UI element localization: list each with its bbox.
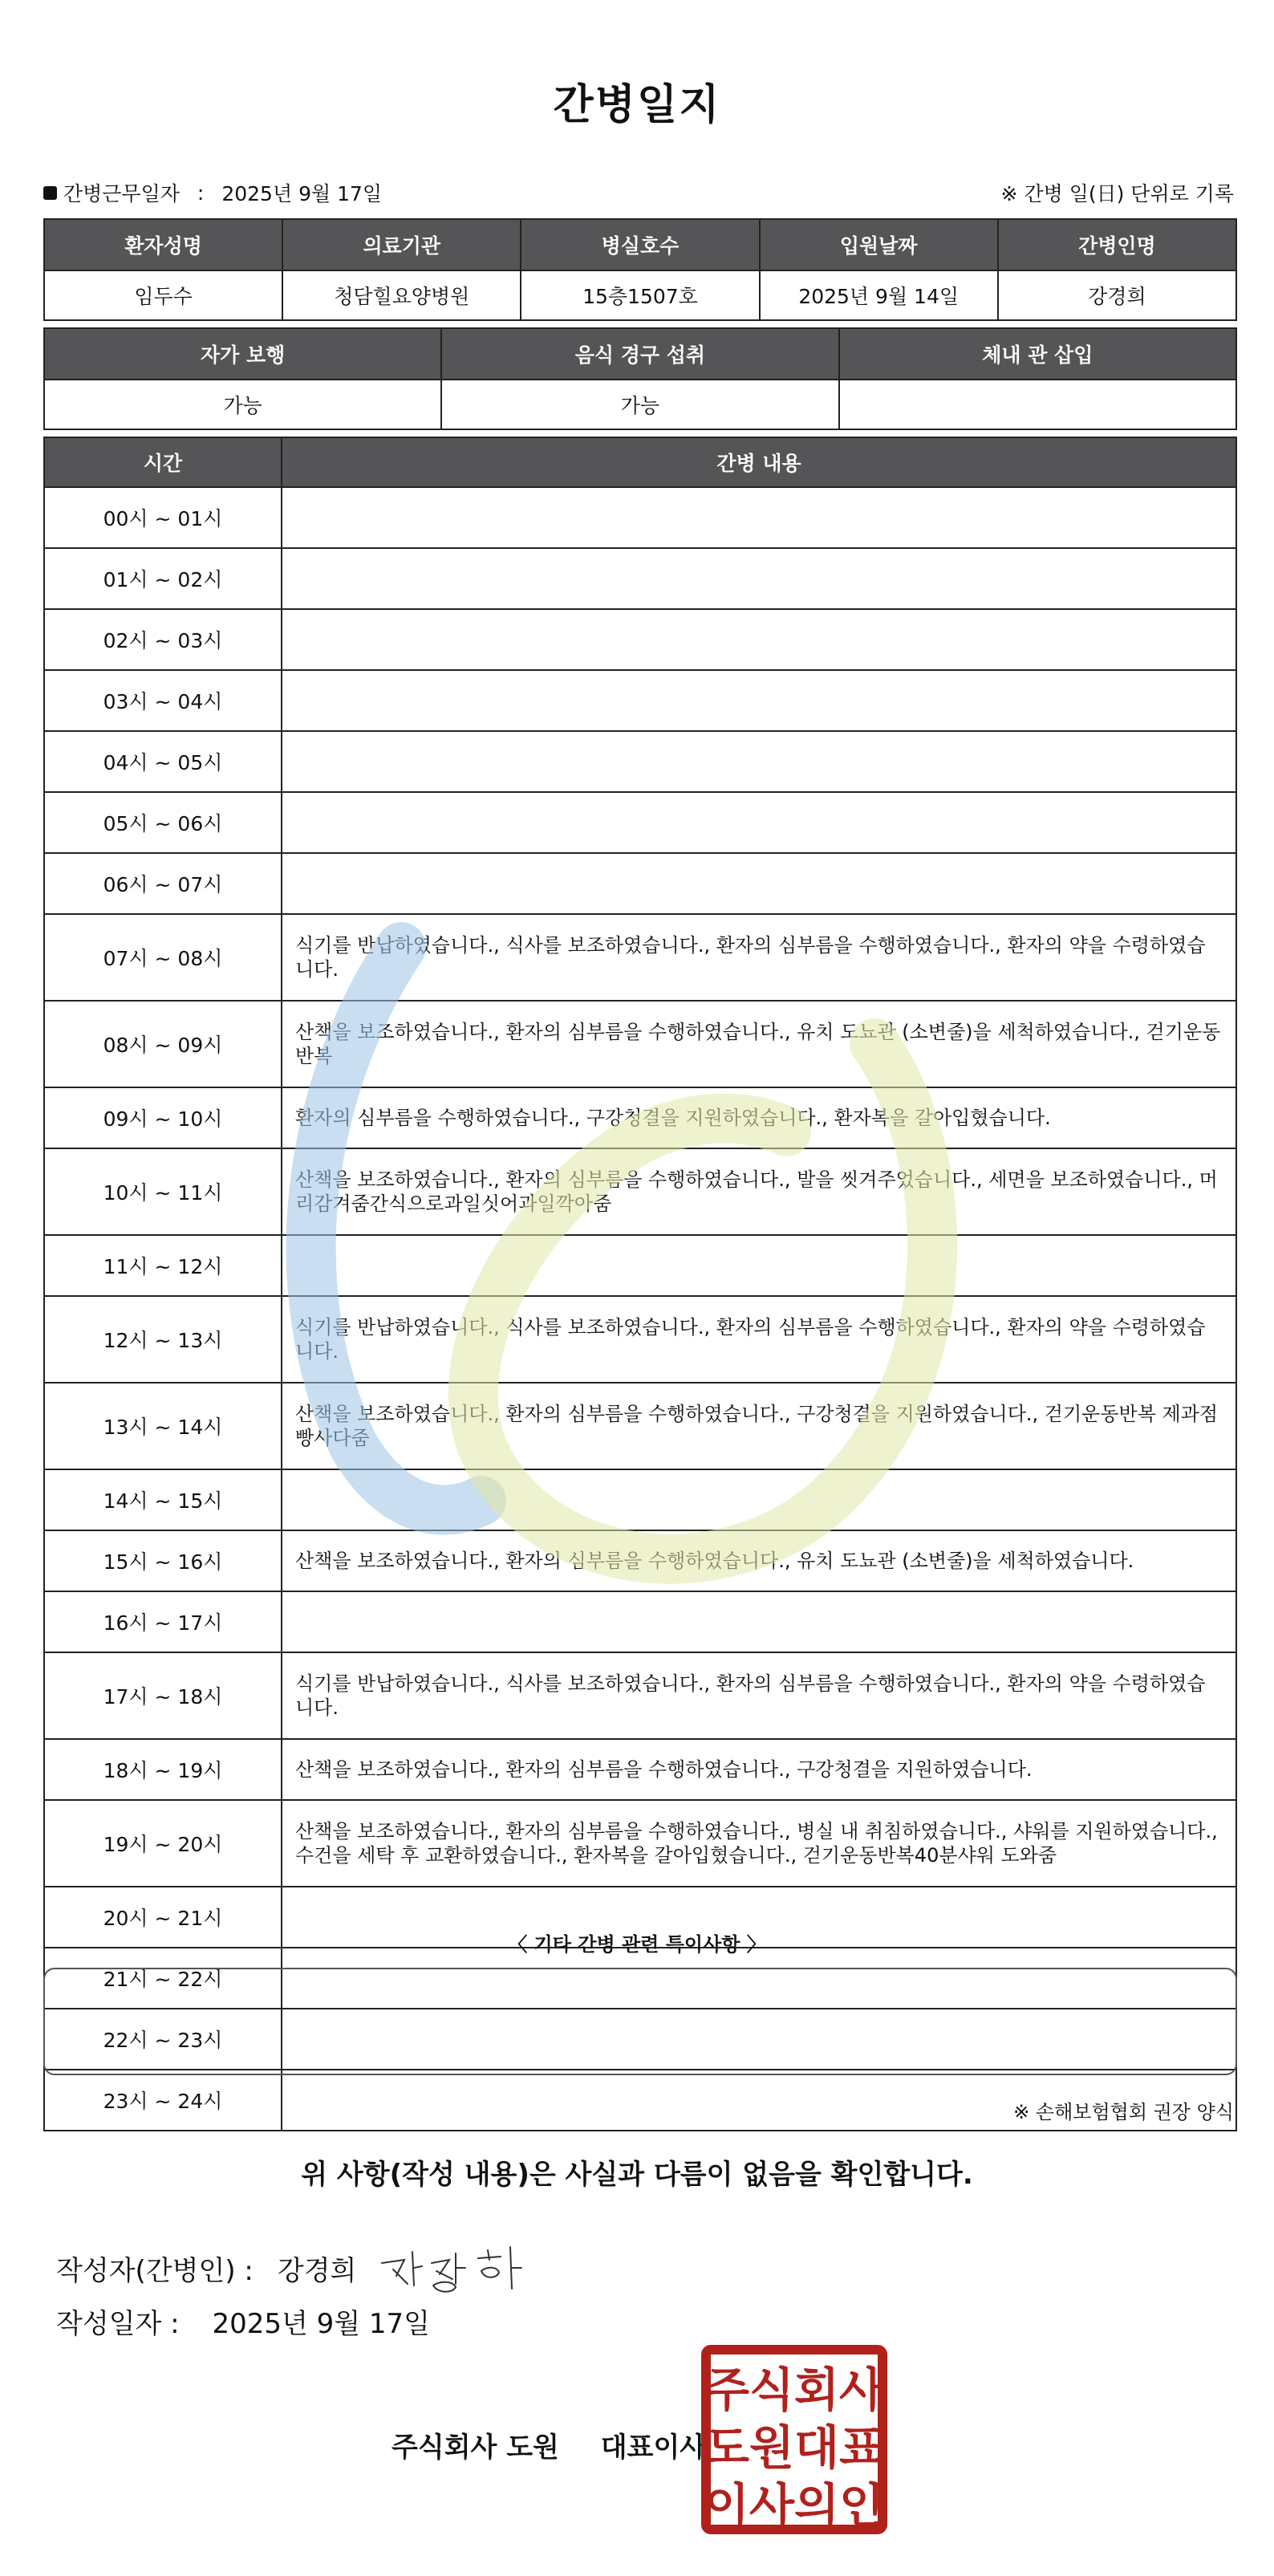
written-date-value: 2025년 9월 17일	[212, 2308, 431, 2340]
header-caregiver: 간병인명	[998, 219, 1236, 270]
confirmation-statement: 위 사항(작성 내용)은 사실과 다름이 없음을 확인합니다.	[301, 2159, 973, 2191]
caregiver-name: 강경희	[998, 270, 1236, 320]
log-time: 06시 ~ 07시	[44, 853, 282, 914]
log-row	[44, 1148, 1236, 1235]
log-row	[44, 1087, 1236, 1148]
log-content	[282, 487, 1236, 548]
seal-character: 의	[793, 2478, 840, 2533]
admission-date: 2025년 9월 14일	[760, 270, 998, 320]
log-row	[44, 914, 1236, 1001]
log-content: 식기를 반납하였습니다., 식사를 보조하였습니다., 환자의 심부름을 수행하였습니다., 환자의 약을 수령하였습니다.	[282, 1296, 1236, 1383]
log-time: 02시 ~ 03시	[44, 609, 282, 670]
work-date-line	[43, 178, 382, 207]
log-time: 14시 ~ 15시	[44, 1469, 282, 1530]
seal-character: 사	[749, 2478, 795, 2533]
unit-note: ※ 간병 일(日) 단위로 기록	[1000, 182, 1234, 205]
log-time: 04시 ~ 05시	[44, 731, 282, 792]
log-content: 산책을 보조하였습니다., 환자의 심부름을 수행하였습니다., 유치 도뇨관 (소변줄)을 세척하였습니다.	[282, 1530, 1236, 1591]
log-time: 13시 ~ 14시	[44, 1383, 282, 1469]
log-content	[282, 1469, 1236, 1530]
header-care-content: 간병 내용	[282, 437, 1236, 487]
seal-character: 표	[838, 2420, 885, 2475]
oral-intake-value: 가능	[441, 380, 838, 429]
log-row	[44, 1800, 1236, 1887]
log-content	[282, 609, 1236, 670]
remarks-title: 〈 기타 간병 관련 특이사항 〉	[508, 1933, 766, 1956]
page-title: 간병일지	[553, 81, 721, 129]
log-row	[44, 1235, 1236, 1296]
log-time: 08시 ~ 09시	[44, 1001, 282, 1087]
log-content: 산책을 보조하였습니다., 환자의 심부름을 수행하였습니다., 병실 내 취침하였습니다., 샤워를 지원하였습니다., 수건을 세탁 후 교환하였습니다., 환자복을 갈아입혔습니다., 걷기운동반복40분샤워 도와줌	[282, 1800, 1236, 1887]
header-hospital: 의료기관	[282, 219, 521, 270]
log-content: 산책을 보조하였습니다., 환자의 심부름을 수행하였습니다., 발을 씻겨주었습니다., 세면을 보조하였습니다., 머리감겨줌간식으로과일싯어과일깍아줌	[282, 1148, 1236, 1235]
company-name: 주식회사 도원	[392, 2432, 559, 2464]
log-time: 12시 ~ 13시	[44, 1296, 282, 1383]
header-admission-date: 입원날짜	[760, 219, 998, 270]
log-time: 18시 ~ 19시	[44, 1739, 282, 1800]
log-row	[44, 1001, 1236, 1087]
log-content	[282, 670, 1236, 731]
log-row	[44, 853, 1236, 914]
company-ceo-title: 대표이사	[600, 2432, 707, 2464]
self-walking-value: 가능	[44, 380, 441, 429]
log-time: 00시 ~ 01시	[44, 487, 282, 548]
log-time: 15시 ~ 16시	[44, 1530, 282, 1591]
seal-character: 사	[838, 2363, 885, 2417]
log-row	[44, 1591, 1236, 1652]
log-time: 01시 ~ 02시	[44, 548, 282, 609]
log-content	[282, 1591, 1236, 1652]
header-room: 병실호수	[521, 219, 759, 270]
work-date-separator: :	[197, 181, 205, 205]
log-content	[282, 853, 1236, 914]
log-row	[44, 487, 1236, 548]
header-patient-name: 환자성명	[44, 219, 282, 270]
care-log-table	[43, 437, 1237, 2131]
header-self-walking: 자가 보행	[44, 328, 441, 380]
log-time: 10시 ~ 11시	[44, 1148, 282, 1235]
writer-line	[56, 2236, 536, 2300]
patient-status-table	[43, 327, 1237, 430]
log-content	[282, 548, 1236, 609]
log-time: 20시 ~ 21시	[44, 1887, 282, 1948]
handwritten-signature	[375, 2236, 536, 2300]
seal-character: 이	[704, 2478, 750, 2533]
log-row	[44, 670, 1236, 731]
written-date-line	[56, 2302, 430, 2341]
log-row	[44, 548, 1236, 609]
log-row	[44, 1739, 1236, 1800]
seal-character: 대	[793, 2420, 840, 2475]
log-time: 22시 ~ 23시	[44, 2009, 282, 2070]
log-time: 07시 ~ 08시	[44, 914, 282, 1001]
seal-character: 주	[704, 2363, 750, 2417]
log-row	[44, 1296, 1236, 1383]
hospital-name: 청담힐요양병원	[282, 270, 521, 320]
log-row	[44, 1469, 1236, 1530]
log-content: 환자의 심부름을 수행하였습니다., 구강청결을 지원하였습니다., 환자복을 갈아입혔습니다.	[282, 1087, 1236, 1148]
work-date-value: 2025년 9월 17일	[221, 182, 383, 205]
tube-insertion-value	[839, 380, 1236, 429]
log-time: 21시 ~ 22시	[44, 1948, 282, 2009]
log-time: 03시 ~ 04시	[44, 670, 282, 731]
log-row	[44, 609, 1236, 670]
patient-name: 임두수	[44, 270, 282, 320]
bullet-square-icon	[43, 186, 57, 200]
log-time: 23시 ~ 24시	[44, 2070, 282, 2131]
patient-info-table	[43, 218, 1237, 321]
log-row	[44, 731, 1236, 792]
company-seal	[701, 2345, 887, 2534]
log-row	[44, 1530, 1236, 1591]
log-content: 산책을 보조하였습니다., 환자의 심부름을 수행하였습니다., 유치 도뇨관 (소변줄)을 세척하였습니다., 걷기운동반복	[282, 1001, 1236, 1087]
log-content	[282, 792, 1236, 853]
log-time: 09시 ~ 10시	[44, 1087, 282, 1148]
seal-character: 인	[838, 2478, 885, 2533]
seal-character: 회	[793, 2363, 840, 2417]
writer-name: 강경희	[277, 2254, 357, 2287]
header-oral-intake: 음식 경구 섭취	[441, 328, 838, 380]
log-content: 산책을 보조하였습니다., 환자의 심부름을 수행하였습니다., 구강청결을 지원하였습니다., 걷기운동반복 제과점빵사다줌	[282, 1383, 1236, 1469]
header-tube-insertion: 체내 관 삽입	[839, 328, 1236, 380]
log-time: 05시 ~ 06시	[44, 792, 282, 853]
log-time: 11시 ~ 12시	[44, 1235, 282, 1296]
writer-label: 작성자(간병인) :	[56, 2254, 254, 2287]
log-time: 16시 ~ 17시	[44, 1591, 282, 1652]
log-row	[44, 792, 1236, 853]
written-date-label: 작성일자 :	[56, 2308, 180, 2340]
company-line	[392, 2425, 706, 2464]
form-note: ※ 손해보험협회 권장 양식	[1013, 2101, 1234, 2123]
log-row	[44, 1652, 1236, 1739]
work-date-label: 간병근무일자	[63, 182, 180, 205]
log-content	[282, 731, 1236, 792]
log-content: 식기를 반납하였습니다., 식사를 보조하였습니다., 환자의 심부름을 수행하였습니다., 환자의 약을 수령하였습니다.	[282, 1652, 1236, 1739]
seal-character: 원	[749, 2420, 795, 2475]
log-row	[44, 1383, 1236, 1469]
header-time: 시간	[44, 437, 282, 487]
remarks-box	[43, 1968, 1237, 2075]
room-number: 15층1507호	[521, 270, 759, 320]
log-time: 19시 ~ 20시	[44, 1800, 282, 1887]
seal-character: 식	[749, 2363, 795, 2417]
log-time: 17시 ~ 18시	[44, 1652, 282, 1739]
log-content	[282, 1235, 1236, 1296]
log-content: 산책을 보조하였습니다., 환자의 심부름을 수행하였습니다., 구강청결을 지원하였습니다.	[282, 1739, 1236, 1800]
log-content: 식기를 반납하였습니다., 식사를 보조하였습니다., 환자의 심부름을 수행하였습니다., 환자의 약을 수령하였습니다.	[282, 914, 1236, 1001]
seal-character: 도	[704, 2420, 750, 2475]
